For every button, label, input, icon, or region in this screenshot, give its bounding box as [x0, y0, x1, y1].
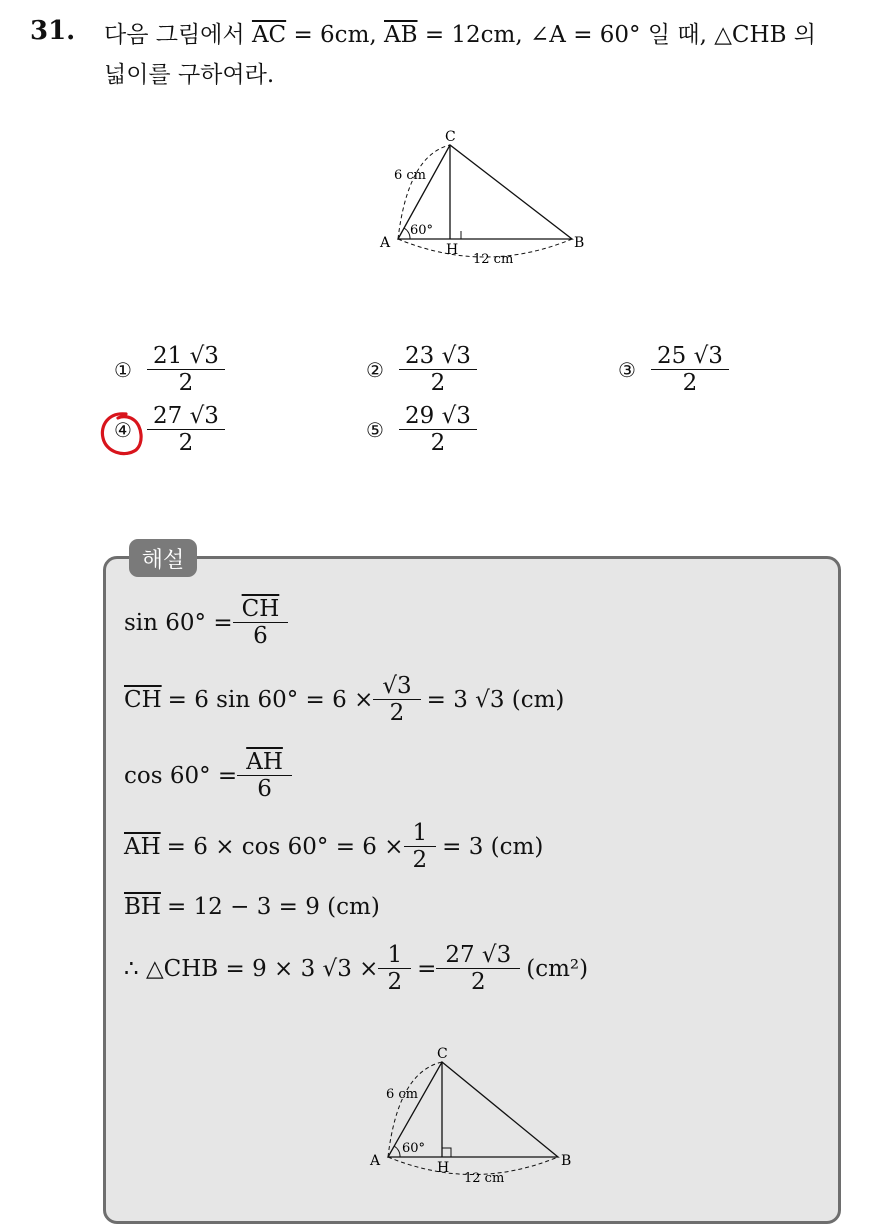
rhs: = 3 (cm): [442, 833, 544, 860]
choice-4-value: [150, 403, 222, 457]
numerator: 27 √3: [153, 403, 219, 429]
solution-line-4: [124, 820, 549, 874]
denominator: 2: [404, 846, 437, 873]
lhs: sin 60° =: [124, 609, 233, 636]
middle: = 6 sin 60° = 6 ×: [167, 686, 374, 713]
denominator: 2: [436, 968, 520, 995]
choice-5-value: [402, 403, 474, 457]
solution-tag: 해설: [129, 539, 197, 577]
denominator: 6: [237, 775, 292, 802]
middle: = 6 × cos 60° = 6 ×: [166, 833, 404, 860]
denominator: 2: [147, 429, 225, 456]
vertex-c-label: C: [437, 1046, 448, 1062]
fraction: [243, 749, 292, 803]
segment-ac: $\overline{AC}$: [251, 22, 287, 48]
numerator: 21 √3: [153, 343, 219, 369]
vertex-a-label: A: [380, 235, 391, 251]
triangle-figure-bottom: [360, 1040, 590, 1190]
question-line-1: [104, 16, 816, 49]
numerator: 1: [387, 942, 403, 968]
answer-selection-circle: [96, 408, 148, 460]
choice-3-value: [654, 343, 726, 397]
fraction-1: [384, 942, 411, 996]
denominator: 2: [399, 429, 477, 456]
segment-ab: $\overline{AB}$: [384, 22, 418, 48]
right-angle-mark: [442, 1148, 451, 1157]
fraction: [379, 673, 420, 727]
vertex-a-label: A: [370, 1153, 381, 1169]
vertex-c-label: C: [445, 129, 456, 145]
vertex-h-label: H: [437, 1160, 450, 1176]
numerator: $\overline{CH}$: [241, 596, 280, 622]
denominator: 6: [233, 622, 289, 649]
triangle-figure-top: [370, 125, 590, 275]
ab-value: = 12cm,: [424, 22, 523, 48]
lhs: $\overline{BH}$: [124, 894, 161, 920]
numerator: √3: [382, 673, 412, 699]
question-suffix: 일 때, △CHB 의: [647, 22, 817, 48]
fraction: [410, 820, 437, 874]
choice-1-value: [150, 343, 222, 397]
equals: =: [417, 955, 437, 982]
lhs: cos 60° =: [124, 762, 238, 789]
choice-2-mark: ②: [366, 357, 384, 382]
numerator: 23 √3: [405, 343, 471, 369]
question-number: 31.: [30, 16, 76, 46]
angle-label: 60°: [410, 223, 434, 238]
numerator: 1: [412, 820, 428, 846]
side-ac-label: 6 cm: [394, 168, 427, 183]
choice-5[interactable]: [362, 403, 474, 457]
denominator: 2: [399, 369, 477, 396]
fraction-2: [442, 942, 520, 996]
side-ab-label: 12 cm: [464, 1171, 505, 1186]
choice-2[interactable]: [362, 343, 474, 397]
lhs: $\overline{AH}$: [124, 833, 161, 860]
solution-line-3: [124, 749, 298, 803]
question-prefix: 다음 그림에서: [104, 22, 245, 48]
choice-2-value: [402, 343, 474, 397]
fraction: [239, 596, 289, 650]
numerator: $\overline{AH}$: [246, 749, 283, 775]
side-ac-label: 6 cm: [386, 1087, 419, 1102]
choice-3[interactable]: [614, 343, 726, 397]
vertex-b-label: B: [561, 1153, 572, 1169]
choice-1-mark: ①: [114, 357, 132, 382]
denominator: 2: [373, 699, 420, 726]
solution-line-5: [124, 894, 386, 920]
solution-line-2: [124, 673, 570, 727]
angle-arc: [394, 1146, 400, 1157]
angle-condition: ∠A = 60°: [530, 22, 641, 48]
choice-1[interactable]: [110, 343, 222, 397]
numerator: 27 √3: [445, 942, 512, 968]
choice-4-mark: ④: [114, 417, 132, 442]
side-ab-label: 12 cm: [473, 252, 514, 267]
lhs: ∴ △CHB = 9 × 3 √3 ×: [124, 955, 379, 982]
vertex-h-label: H: [446, 242, 459, 258]
angle-label: 60°: [402, 1141, 426, 1156]
solution-line-1: [124, 596, 294, 650]
numerator: 25 √3: [657, 343, 723, 369]
ac-value: = 6cm,: [293, 22, 377, 48]
rhs: = 3 √3 (cm): [426, 686, 565, 713]
choice-5-mark: ⑤: [366, 417, 384, 442]
numerator: 29 √3: [405, 403, 471, 429]
denominator: 2: [378, 968, 411, 995]
rhs: = 12 − 3 = 9 (cm): [166, 894, 380, 920]
denominator: 2: [651, 369, 729, 396]
lhs: $\overline{CH}$: [124, 686, 162, 713]
solution-line-6: [124, 942, 594, 996]
choice-3-mark: ③: [618, 357, 636, 382]
unit: (cm²): [526, 955, 589, 982]
vertex-b-label: B: [574, 235, 585, 251]
question-line-2: 넓이를 구하여라.: [104, 62, 275, 88]
denominator: 2: [147, 369, 225, 396]
